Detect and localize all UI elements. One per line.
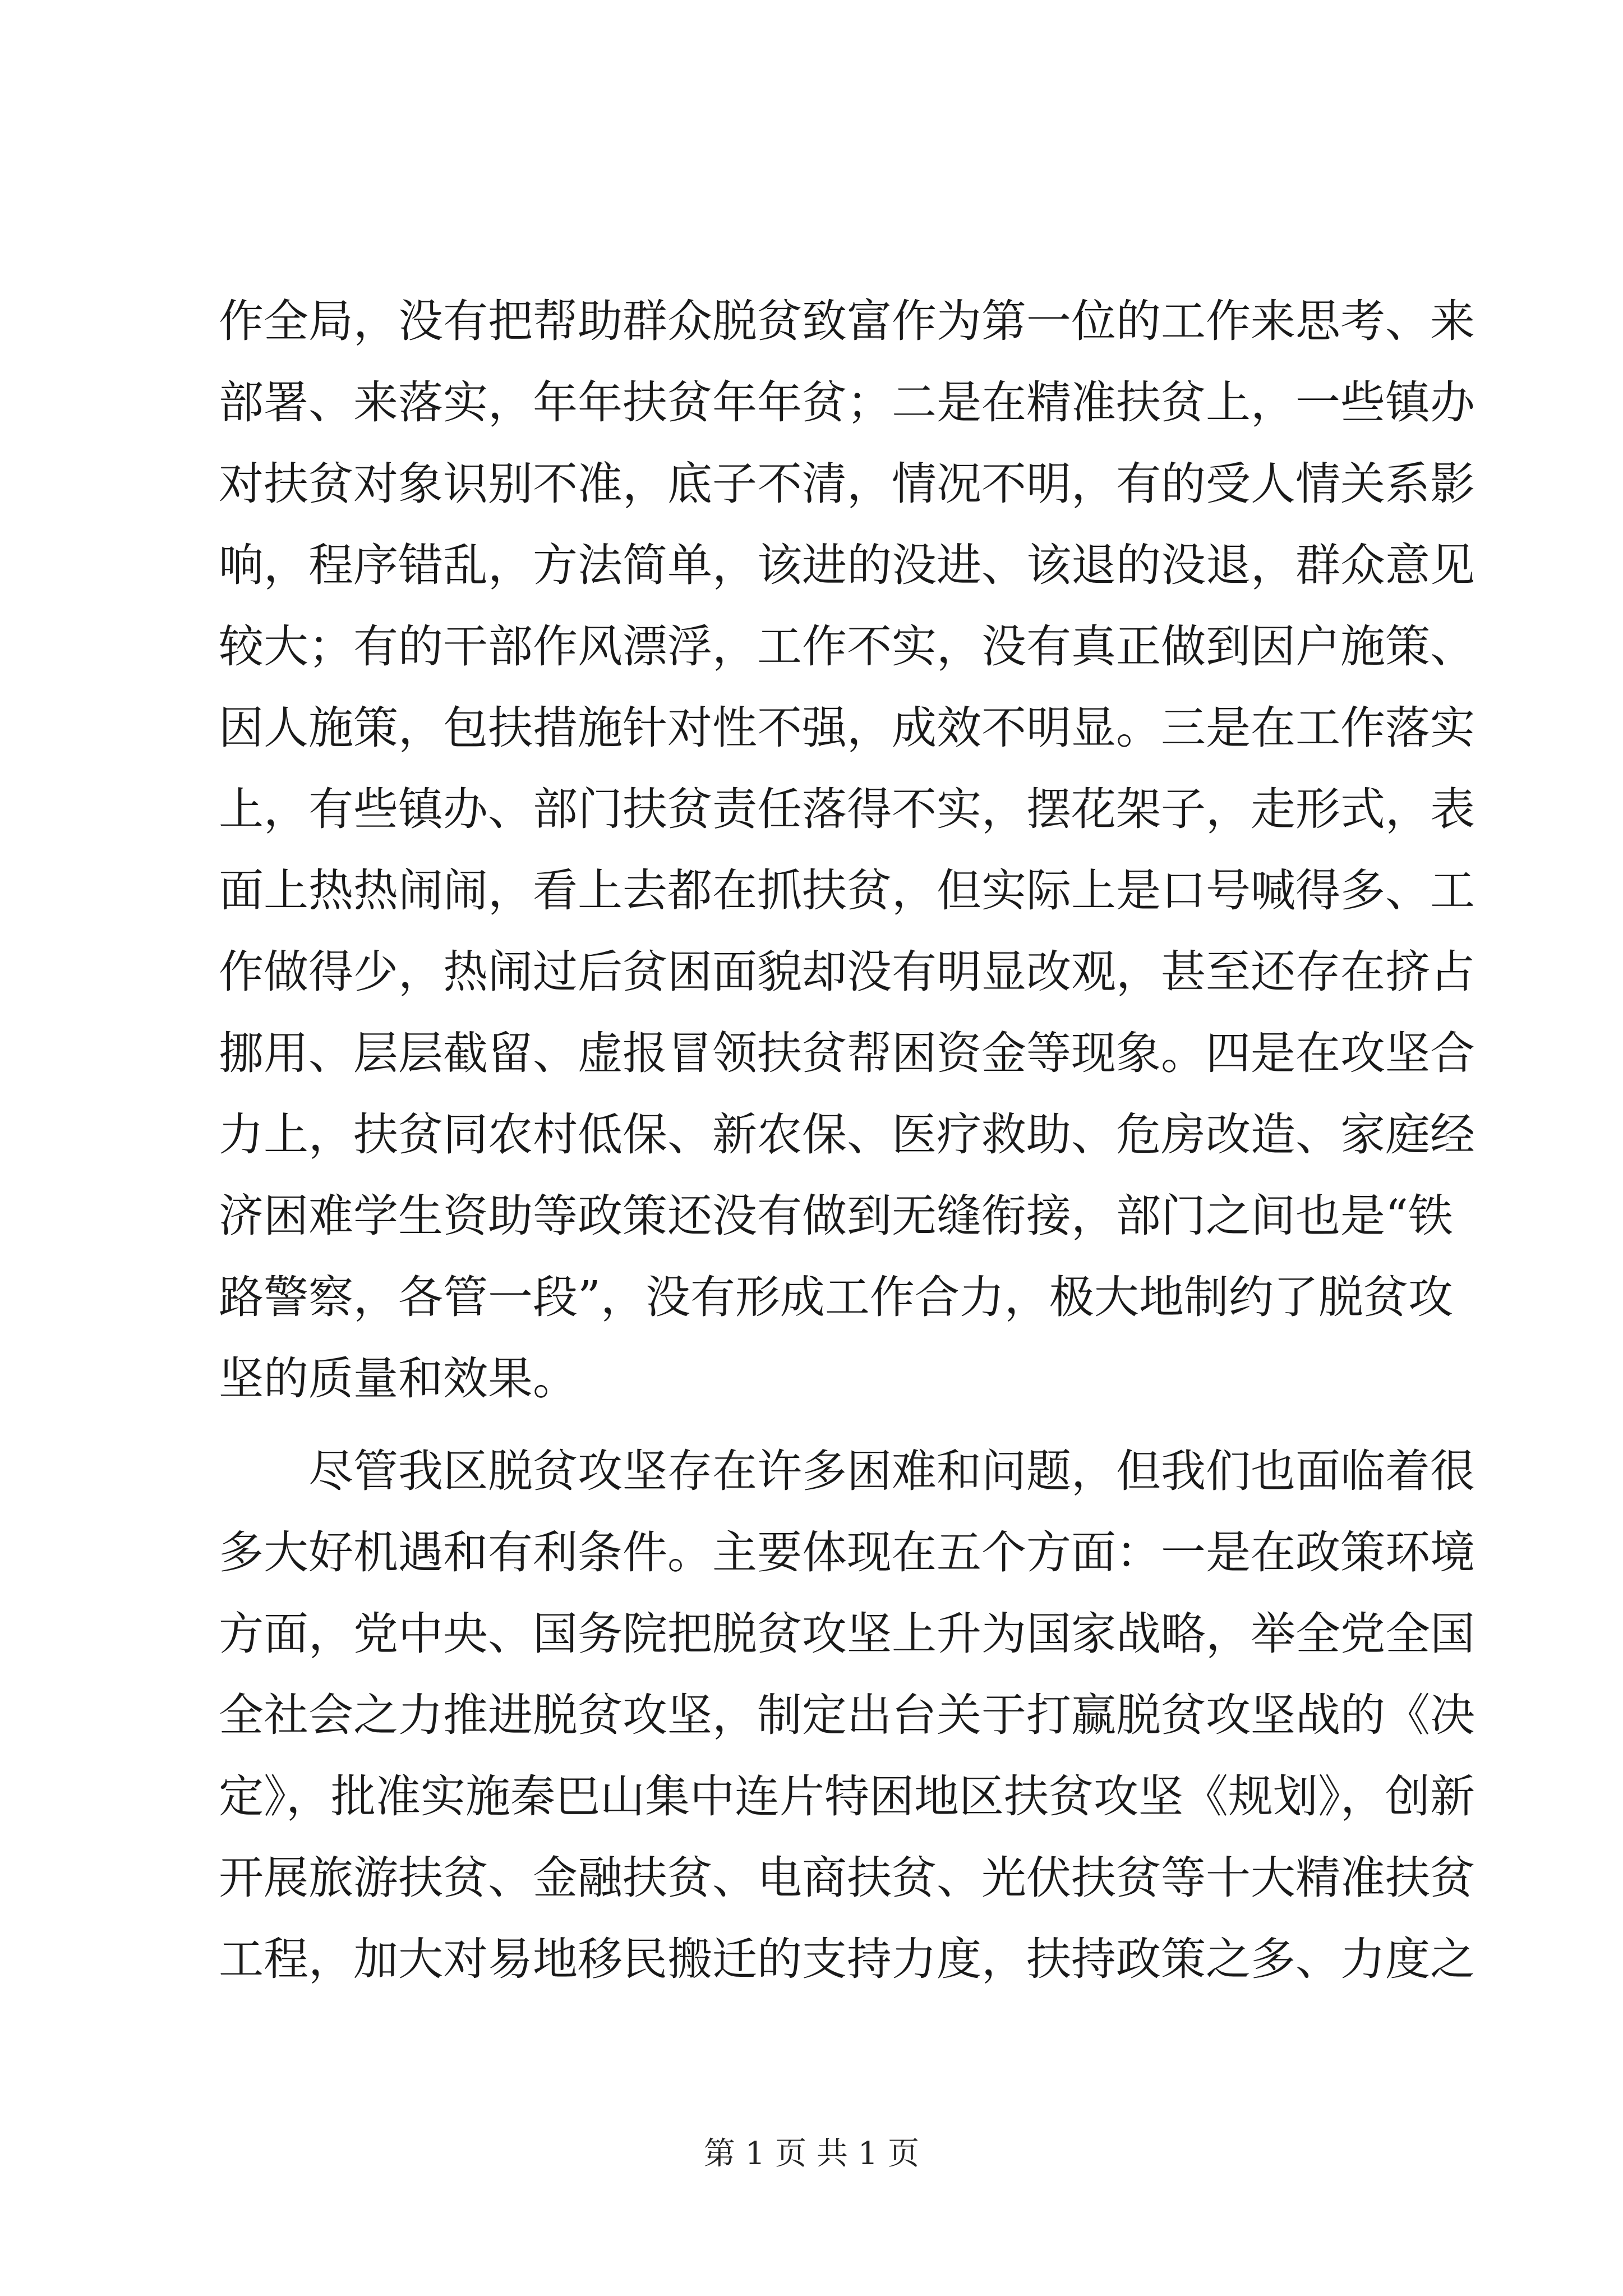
text-line: 作做得少，热闹过后贫困面貌却没有明显改观，甚至还存在挤占: [219, 946, 1475, 998]
text-line: 因人施策，包扶措施针对性不强，成效不明显。三是在工作落实: [219, 702, 1475, 754]
text-line: 响，程序错乱，方法简单，该进的没进、该退的没退，群众意见: [219, 539, 1475, 591]
text-line: 较大；有的干部作风漂浮，工作不实，没有真正做到因户施策、: [219, 620, 1475, 673]
paragraph-gap: [219, 1419, 1419, 1430]
body-text: [219, 280, 1475, 2000]
text-line: 多大好机遇和有利条件。主要体现在五个方面：一是在政策环境: [219, 1526, 1475, 1579]
text-line: 力上，扶贫同农村低保、新农保、医疗救助、危房改造、家庭经: [219, 1108, 1475, 1161]
text-line: 路警察，各管一段”，没有形成工作合力，极大地制约了脱贫攻: [219, 1271, 1453, 1323]
text-line: 全社会之力推进脱贫攻坚，制定出台关于打赢脱贫攻坚战的《决: [219, 1689, 1475, 1741]
text-line: 作全局，没有把帮助群众脱贫致富作为第一位的工作来思考、来: [219, 295, 1475, 347]
page-footer: 第 1 页 共 1 页: [703, 2136, 920, 2172]
text-line: 上，有些镇办、部门扶贫责任落得不实，摆花架子，走形式，表: [219, 783, 1475, 835]
text-line: 定》，批准实施秦巴山集中连片特困地区扶贫攻坚《规划》，创新: [219, 1770, 1475, 1823]
text-line: 开展旅游扶贫、金融扶贫、电商扶贫、光伏扶贫等十大精准扶贫: [219, 1852, 1475, 1904]
text-line: 坚的质量和效果。: [219, 1352, 578, 1405]
text-line: 方面，党中央、国务院把脱贫攻坚上升为国家战略，举全党全国: [219, 1608, 1475, 1660]
paragraph-2: [219, 1430, 1475, 2000]
text-line: 部署、来落实，年年扶贫年年贫；二是在精准扶贫上，一些镇办: [219, 376, 1475, 429]
text-line: 工程，加大对易地移民搬迁的支持力度，扶持政策之多、力度之: [219, 1933, 1475, 1985]
text-line: 挪用、层层截留、虚报冒领扶贫帮困资金等现象。四是在攻坚合: [219, 1027, 1475, 1079]
text-line: 尽管我区脱贫攻坚存在许多困难和问题，但我们也面临着很: [308, 1445, 1475, 1497]
text-line: 面上热热闹闹，看上去都在抓扶贫，但实际上是口号喊得多、工: [219, 864, 1475, 917]
paragraph-1: [219, 280, 1475, 1419]
text-line: 对扶贫对象识别不准，底子不清，情况不明，有的受人情关系影: [219, 458, 1475, 510]
text-line: 济困难学生资助等政策还没有做到无缝衔接，部门之间也是“铁: [219, 1190, 1453, 1242]
